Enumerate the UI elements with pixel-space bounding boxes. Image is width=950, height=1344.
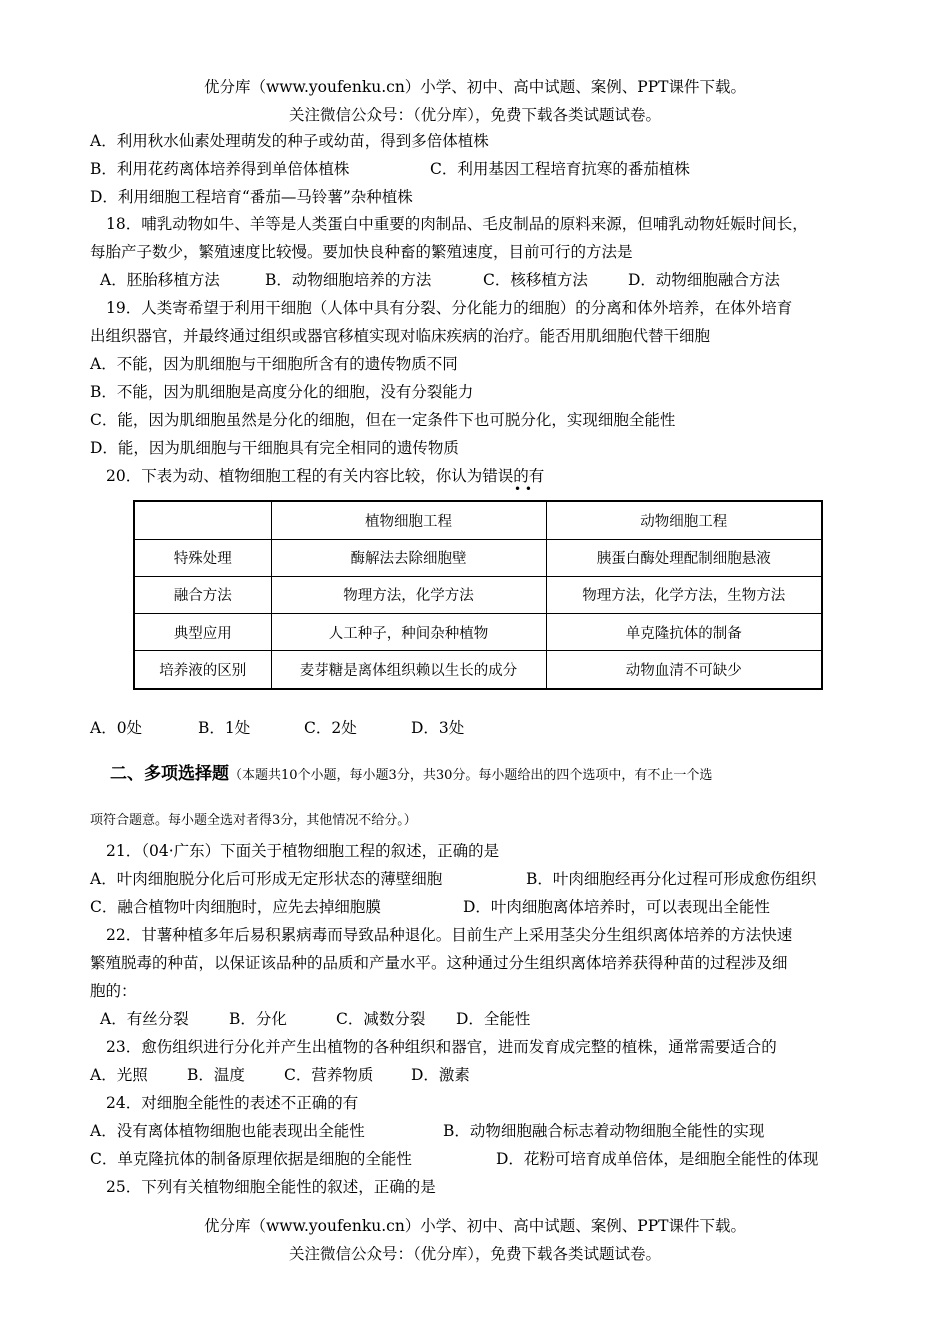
q24-option-a: A．没有离体植物细胞也能表现出全能性 [90,1122,365,1140]
q24-stem: 24．对细胞全能性的表述不正确的有 [106,1094,359,1112]
table-cell: 人工种子，种间杂种植物 [271,614,546,651]
table-row-label: 典型应用 [134,614,271,651]
q25-stem: 25．下列有关植物细胞全能性的叙述，正确的是 [106,1178,436,1196]
table-cell: 动物血清不可缺少 [546,651,822,689]
q23-stem: 23．愈伤组织进行分化并产生出植物的各种组织和器官，进而发育成完整的植株，通常需要适合的 [106,1038,777,1056]
q22-option-c: C．减数分裂 [336,1010,426,1028]
table-row-label: 培养液的区别 [134,651,271,689]
header-line-2: 关注微信公众号：（优分库），免费下载各类试题试卷。 [288,106,661,124]
q23-option-c: C．营养物质 [284,1066,374,1084]
table-header-cell [134,501,271,539]
table-row [134,539,822,576]
comparison-table [133,500,823,690]
q22-stem-line-3: 胞的： [90,982,137,1000]
footer-line-2: 关注微信公众号：（优分库），免费下载各类试题试卷。 [288,1245,661,1263]
footer-line-1: 优分库（www.youfenku.cn）小学、初中、高中试题、案例、PPT课件下载。 [203,1217,747,1235]
q23-option-a: A．光照 [90,1066,148,1084]
q22-stem-line-2: 繁殖脱毒的种苗，以保证该品种的品质和产量水平。这种通过分生组织离体培养获得种苗的过程涉及细 [90,954,788,972]
table-cell: 物理方法，化学方法 [271,576,546,613]
q24-option-c: C．单克隆抗体的制备原理依据是细胞的全能性 [90,1150,412,1168]
q19-option-d: D．能，因为肌细胞与干细胞具有完全相同的遗传物质 [90,439,459,457]
q23-option-d: D．激素 [411,1066,470,1084]
table-cell: 单克隆抗体的制备 [546,614,822,651]
q22-option-b: B．分化 [229,1010,287,1028]
q20-option-b: B．1处 [198,719,251,737]
q17-option-b: B．利用花药离体培养得到单倍体植株 [90,160,350,178]
q20-option-c: C．2处 [304,719,357,737]
q22-option-d: D．全能性 [456,1010,531,1028]
table-cell: 胰蛋白酶处理配制细胞悬液 [546,539,822,576]
q22-stem-line-1: 22．甘薯种植多年后易积累病毒而导致品种退化。目前生产上采用茎尖分生组织离体培养的方法快速 [106,926,793,944]
q22-option-a: A．有丝分裂 [100,1010,189,1028]
q18-option-d: D．动物细胞融合方法 [628,271,780,289]
q19-option-b: B．不能，因为肌细胞是高度分化的细胞，没有分裂能力 [90,383,474,401]
section-2-title: 二、多项选择题 [110,764,229,784]
q17-option-d: D．利用细胞工程培育“番茄—马铃薯”杂种植株 [90,188,413,206]
q18-stem-line-2: 每胎产子数少，繁殖速度比较慢。要加快良种畜的繁殖速度，目前可行的方法是 [90,243,633,261]
q21-stem: 21．（04·广东）下面关于植物细胞工程的叙述，正确的是 [106,842,500,860]
q17-option-a: A．利用秋水仙素处理萌发的种子或幼苗，得到多倍体植株 [90,132,489,150]
q19-option-a: A．不能，因为肌细胞与干细胞所含有的遗传物质不同 [90,355,458,373]
q21-option-d: D．叶肉细胞离体培养时，可以表现出全能性 [463,898,770,916]
table-header-cell: 动物细胞工程 [546,501,822,539]
q19-stem-line-2: 出组织器官，并最终通过组织或器官移植实现对临床疾病的治疗。能否用肌细胞代替干细胞 [90,327,711,345]
q24-option-d: D．花粉可培育成单倍体，是细胞全能性的体现 [496,1150,819,1168]
table-cell: 麦芽糖是离体组织赖以生长的成分 [271,651,546,689]
q20-stem: 20．下表为动、植物细胞工程的有关内容比较，你认为错误的有 [106,467,545,485]
table-cell: 物理方法，化学方法，生物方法 [546,576,822,613]
q18-option-c: C．核移植方法 [483,271,588,289]
q20-option-d: D．3处 [411,719,465,737]
emphasis-dots: • • [514,482,532,496]
q21-option-a: A．叶肉细胞脱分化后可形成无定形状态的薄壁细胞 [90,870,443,888]
q17-option-c: C．利用基因工程培育抗寒的番茄植株 [430,160,690,178]
table-header-cell: 植物细胞工程 [271,501,546,539]
q19-stem-line-1: 19．人类寄希望于利用干细胞（人体中具有分裂、分化能力的细胞）的分离和体外培养，在体外培育 [106,299,793,317]
q19-option-c: C．能，因为肌细胞虽然是分化的细胞，但在一定条件下也可脱分化，实现细胞全能性 [90,411,676,429]
q18-option-b: B．动物细胞培养的方法 [265,271,432,289]
q21-option-b: B．叶肉细胞经再分化过程可形成愈伤组织 [526,870,817,888]
table-row [134,614,822,651]
section-2-note-line-1: （本题共10个小题，每小题3分，共30分。每小题给出的四个选项中，有不止一个选 [229,768,713,783]
q24-option-b: B．动物细胞融合标志着动物细胞全能性的实现 [443,1122,765,1140]
table-row [134,576,822,613]
q18-stem-line-1: 18．哺乳动物如牛、羊等是人类蛋白中重要的肉制品、毛皮制品的原料来源，但哺乳动物妊娠时间长， [106,215,808,233]
section-2-heading [110,761,712,789]
table-row [134,651,822,689]
table-row-label: 特殊处理 [134,539,271,576]
table-row-label: 融合方法 [134,576,271,613]
table-cell: 酶解法去除细胞壁 [271,539,546,576]
table-header-row [134,501,822,539]
q20-option-a: A．0处 [90,719,143,737]
q21-option-c: C．融合植物叶肉细胞时，应先去掉细胞膜 [90,898,381,916]
q18-option-a: A．胚胎移植方法 [100,271,220,289]
q23-option-b: B．温度 [187,1066,245,1084]
section-2-note-line-2: 项符合题意。每小题全选对者得3分，其他情况不给分。） [90,813,417,828]
header-line-1: 优分库（www.youfenku.cn）小学、初中、高中试题、案例、PPT课件下载。 [203,78,747,96]
